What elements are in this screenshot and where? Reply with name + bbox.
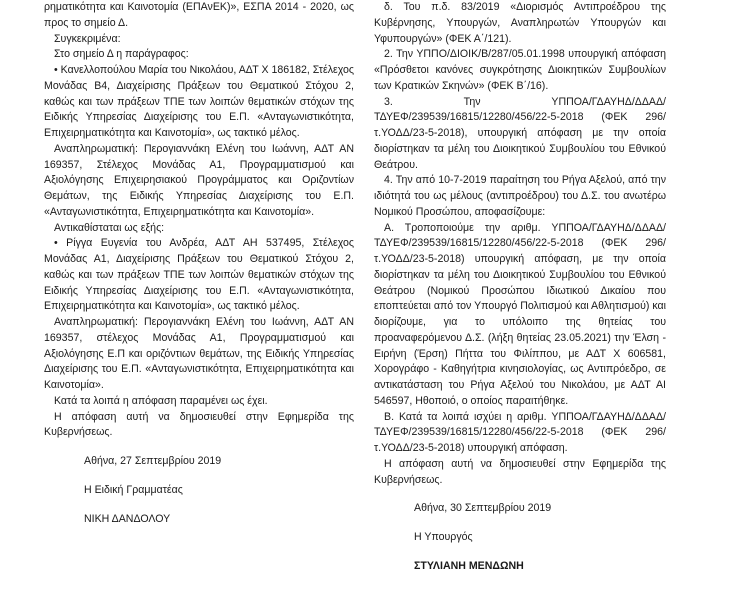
right-paragraph: δ. Του π.δ. 83/2019 «Διορισμός Αντιπροέδρου της Κυβέρνησης, Υπουργών, Αναπληρωτών Υπουργών και Υφυπουργών» (ΦΕΚ Α΄/121). bbox=[374, 1, 666, 45]
right-sign-date: Αθήνα, 30 Σεπτεμβρίου 2019 bbox=[414, 502, 552, 515]
left-paragraph: Κατά τα λοιπά η απόφαση παραμένει ως έχει. bbox=[54, 394, 268, 407]
left-paragraph: Αναπληρωματική: Περογιαννάκη Ελένη του Ιωάννη, ΑΔΤ ΑΝ 169357, στέλεχος Μονάδας Α1, Προγραμματισμού και Αξιολόγησης Ε.Π και οριζόντιων θεμάτων, της Ειδικής Υπηρεσίας Διαχείρισης του Ε.Π. «Ανταγωνιστικότητα, Επιχειρηματικότητα και Καινοτομία». bbox=[44, 316, 354, 391]
left-sign-name: ΝΙΚΗ ΔΑΝΔΟΛΟΥ bbox=[84, 512, 171, 525]
left-column-body bbox=[44, 0, 354, 441]
right-paragraph: Η απόφαση αυτή να δημοσιευθεί στην Εφημερίδα της Κυβερνήσεως. bbox=[374, 457, 666, 486]
right-sign-role: Η Υπουργός bbox=[414, 531, 473, 543]
right-paragraph: Α. Τροποποιούμε την αριθμ. ΥΠΠΟΑ/ΓΔΑΥΗΔ/ΔΔΑΔ/ΤΔΥΕΦ/239539/16815/12280/456/22-5-2018 (ΦΕΚ 296/τ.ΥΟΔΔ/23-5-2018) υπουργική απόφαση, με την οποία διορίστηκαν τα μέλη του Διοικητικού Συμβουλίου του Εθνικού Θεάτρου (Νομικού Προσώπου Ιδιωτικού Δικαίου που εποπτεύεται από τον Υπουργό Πολιτισμού και Αθλητισμού) και διορίζουμε, για το υπόλοιπο της θητείας του προαναφερόμενου Δ.Σ. (λήξη θητείας 23.05.2021) την Έλση - Ειρήνη (Έρση) Πήττα του Φιλίππου, με ΑΔΤ Χ 606581, Χορογράφο - Καθηγήτρια κινησιολογίας, ως Αντιπρόεδρο, σε αντικατάσταση του Ρήγα Αξελού του Νικολάου, με ΑΔΤ ΑΙ 546597, Ηθοποιό, ο οποίος παραιτήθηκε. bbox=[374, 221, 666, 407]
left-paragraph: Αντικαθίσταται ως εξής: bbox=[54, 221, 165, 234]
right-column bbox=[374, 0, 666, 575]
right-column-body bbox=[374, 0, 666, 488]
left-paragraph: ρηματικότητα και Καινοτομία (ΕΠΑνΕΚ)», ΕΣΠΑ 2014 - 2020, ως προς το σημείο Δ. bbox=[44, 1, 354, 29]
right-signature-block bbox=[374, 501, 666, 574]
right-paragraph: 3. Την ΥΠΠΟΑ/ΓΔΑΥΗΔ/ΔΔΑΔ/ΤΔΥΕΦ/239539/16815/12280/456/22-5-2018 (ΦΕΚ 296/τ.ΥΟΔΔ/23-5-2018), υπουργική απόφαση με την οποία διορίστηκαν τα μέλη του Διοικητικού Συμβουλίου του Εθνικού Θεάτρου. bbox=[374, 95, 666, 171]
right-sign-name: ΣΤΥΛΙΑΝΗ ΜΕΝΔΩΝΗ bbox=[414, 559, 524, 572]
left-column bbox=[44, 0, 354, 527]
right-paragraph: 2. Την ΥΠΠΟ/ΔΙΟΙΚ/Β/287/05.01.1998 υπουργική απόφαση «Πρόσθετοι κανόνες συγκρότησης Διοικητικών Συμβουλίων των Κρατικών Σκηνών» (ΦΕΚ Β΄/16). bbox=[374, 48, 666, 92]
right-paragraph: Β. Κατά τα λοιπά ισχύει η αριθμ. ΥΠΠΟΑ/ΓΔΑΥΗΔ/ΔΔΑΔ/ΤΔΥΕΦ/239539/16815/12280/456/22-5-2018 (ΦΕΚ 296/τ.ΥΟΔΔ/23-5-2018) υπουργική απόφαση. bbox=[374, 410, 666, 454]
left-signature-block bbox=[44, 454, 354, 527]
left-paragraph: Η απόφαση αυτή να δημοσιευθεί στην Εφημερίδα της Κυβερνήσεως. bbox=[44, 410, 354, 439]
left-paragraph: • Κανελλοπούλου Μαρία του Νικολάου, ΑΔΤ Χ 186182, Στέλεχος Μονάδας Β4, Διαχείρισης Πράξεων του Θεματικού Στόχου 2, καθώς και των πράξεων ΤΠΕ των λοιπών θεματικών στόχων της Ειδικής Υπηρεσίας Διαχείρισης του Ε.Π. «Ανταγωνιστικότητα, Επιχειρηματικότητα και Καινοτομία», ως τακτικό μέλος. bbox=[44, 64, 354, 139]
left-sign-date: Αθήνα, 27 Σεπτεμβρίου 2019 bbox=[84, 455, 222, 467]
left-paragraph: • Ρίγγα Ευγενία του Ανδρέα, ΑΔΤ ΑΗ 537495, Στέλεχος Μονάδας Α1, Διαχείρισης Πράξεων του Θεματικού Στόχου 2, καθώς και των πράξεων ΤΠΕ των λοιπών θεματικών στόχων της Ειδικής Υπηρεσίας Διαχείρισης του Ε.Π. «Ανταγωνιστικότητα, Επιχειρηματικότητα και Καινοτομία», ως τακτικό μέλος. bbox=[44, 237, 354, 313]
right-paragraph: 4. Την από 10-7-2019 παραίτηση του Ρήγα Αξελού, από την ιδιότητά του ως μέλους (αντιπροέδρου) του Δ.Σ. του ανωτέρω Νομικού Προσώπου, αποφασίζουμε: bbox=[374, 174, 666, 218]
left-paragraph: Συγκεκριμένα: bbox=[54, 32, 121, 45]
left-paragraph: Στο σημείο Δ η παράγραφος: bbox=[54, 48, 189, 61]
left-paragraph: Αναπληρωματική: Περογιαννάκη Ελένη του Ιωάννη, ΑΔΤ ΑΝ 169357, Στέλεχος Μονάδας Α1, Προγραμματισμού και Αξιολόγησης Επιχειρησιακού Προγράμματος και Οριζοντίων Θεμάτων, της Ειδικής Υπηρεσίας Διαχείρισης του Ε.Π. «Ανταγωνιστικότητα, Επιχειρηματικότητα και Καινοτομία». bbox=[44, 142, 354, 218]
left-sign-role: Η Ειδική Γραμματέας bbox=[84, 483, 183, 496]
